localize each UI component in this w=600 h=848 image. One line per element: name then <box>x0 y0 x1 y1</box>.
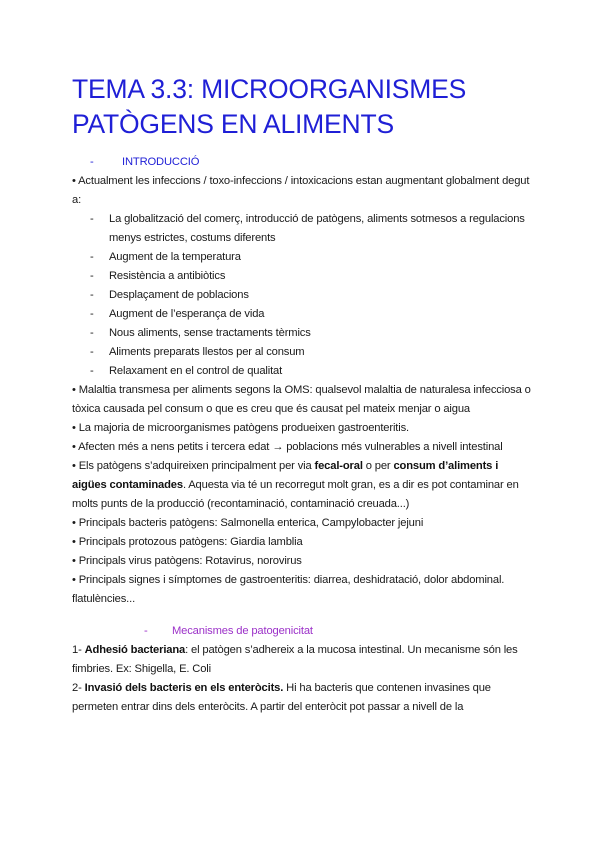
cause-item: - Resistència a antibiòtics <box>90 270 226 282</box>
section-title: INTRODUCCIÓ <box>122 156 200 168</box>
section-dash: - <box>90 156 94 168</box>
cause-item: - Augment de la temperatura <box>90 251 241 263</box>
section-dash: - <box>144 625 148 637</box>
document-body <box>72 153 532 717</box>
cause-item: - Relaxament en el control de qualitat <box>90 365 283 377</box>
mechanism-item: 2- Invasió dels bacteris en els enteròcits. Hi ha bacteris que contenen invasines que permeten entrar dins dels enteròcits. A partir del enteròcit pot passar a nivell de la <box>72 682 491 713</box>
cause-item: - Augment de l’esperança de vida <box>90 308 265 320</box>
bullet-paragraph: • La majoria de microorganismes patògens produeixen gastroenteritis. <box>72 422 409 434</box>
bullet-paragraph: • Principals signes i símptomes de gastroenteritis: diarrea, deshidratació, dolor abdominal. flatulències... <box>72 574 505 605</box>
cause-item: - Desplaçament de poblacions <box>90 289 249 301</box>
bullet-paragraph: • Principals protozous patògens: Giardia lamblia <box>72 536 303 548</box>
mechanism-item: 1- Adhesió bacteriana: el patògen s’adhereix a la mucosa intestinal. Un mecanisme són les fimbries. Ex: Shigella, E. Coli <box>72 644 518 675</box>
bullet-paragraph: • Principals virus patògens: Rotavirus, norovirus <box>72 555 302 567</box>
cause-item: - La globalització del comerç, introducció de patògens, aliments sotmesos a regulacions menys estrictes, costums diferents <box>90 213 525 244</box>
section-title: Mecanismes de patogenicitat <box>172 625 313 637</box>
bullet-paragraph: • Malaltia transmesa per aliments segons la OMS: qualsevol malaltia de naturalesa infecciosa o tòxica causada pel consum o que es creu que és causat pel mateix menjar o aigua <box>72 384 531 415</box>
bullet-paragraph: • Principals bacteris patògens: Salmonella enterica, Campylobacter jejuni <box>72 517 424 529</box>
bold-term: Invasió dels bacteris en els enteròcits. <box>84 682 284 694</box>
document-title: TEMA 3.3: MICROORGANISMES PATÒGENS EN ALIMENTS <box>72 74 467 139</box>
bold-term: consum d’aliments i aigües contaminades <box>72 460 499 491</box>
cause-item: - Nous aliments, sense tractaments tèrmics <box>90 327 311 339</box>
cause-item: - Aliments preparats llestos per al consum <box>90 346 305 358</box>
bold-term: Adhesió bacteriana <box>84 644 186 656</box>
bullet-paragraph: • Afecten més a nens petits i tercera edat → poblacions més vulnerables a nivell intestinal <box>72 441 503 453</box>
bold-term: fecal-oral <box>314 460 363 472</box>
section-heading-introduccio <box>72 153 532 172</box>
intro-paragraph: • Actualment les infeccions / toxo-infeccions / intoxicacions estan augmentant globalment degut a: <box>72 175 530 206</box>
section-heading-mecanismes <box>72 622 532 641</box>
bullet-paragraph-transmission: • Els patògens s’adquireixen principalment per via fecal-oral o per consum d’aliments i aigües contaminades. Aquesta via té un recorregut molt gran, es a dir es pot contaminar en molts punts de la producció (recontaminació, contaminació creuada...) <box>72 460 519 510</box>
